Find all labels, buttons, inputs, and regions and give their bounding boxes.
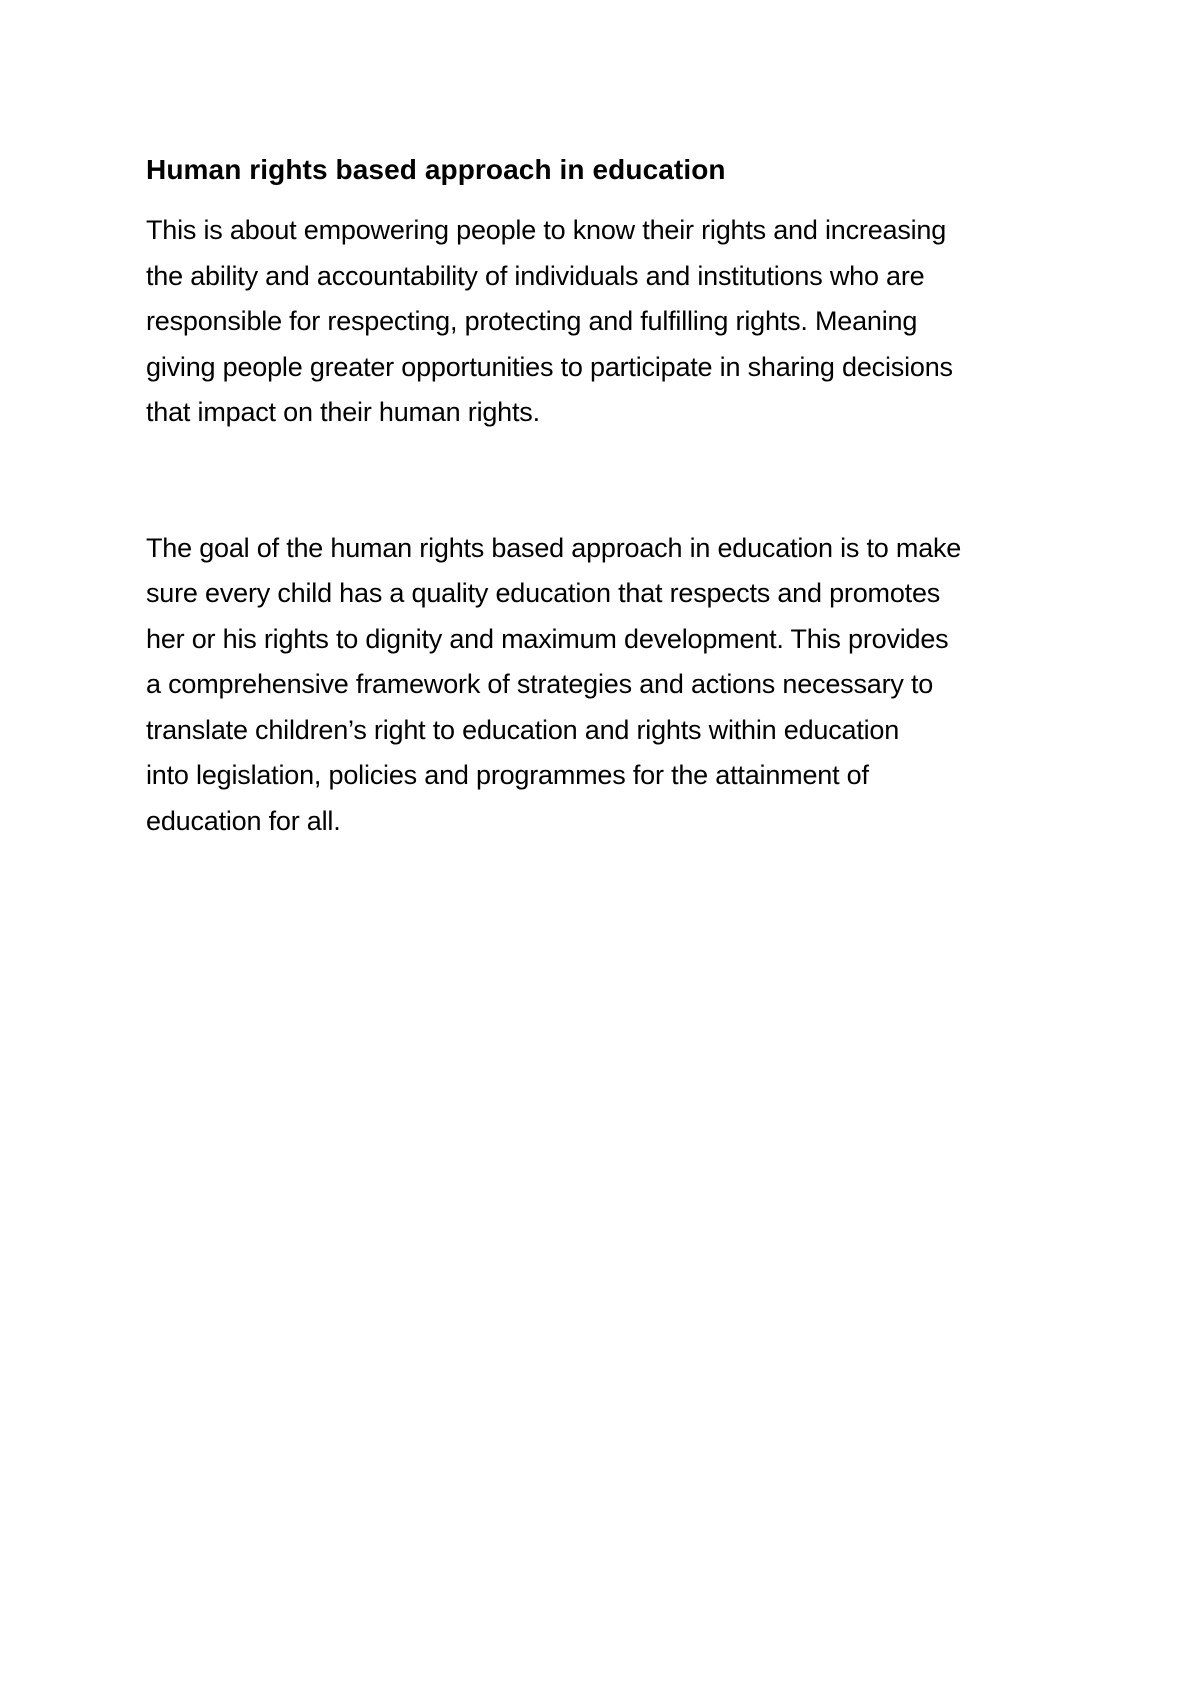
paragraph-1-line: that impact on their human rights. [146,397,540,427]
paragraph-spacing [146,436,1086,526]
document-title: Human rights based approach in education [146,154,726,185]
paragraph-2-line: her or his rights to dignity and maximum development. This provides [146,623,949,654]
paragraph-2-line: sure every child has a quality education that respects and promotes [146,578,941,608]
paragraph-2-line: translate children’s right to education and rights within education [146,714,900,745]
paragraph-1 [146,208,1086,436]
paragraph-2-line: The goal of the human rights based approach in education is to make [146,532,962,563]
document-body [146,150,1086,844]
paragraph-2 [146,526,1086,845]
paragraph-2-line: a comprehensive framework of strategies and actions necessary to [146,669,934,699]
paragraph-1-line: responsible for respecting, protecting and fulfilling rights. Meaning [146,306,918,336]
paragraph-2-line: into legislation, policies and programmes for the attainment of [146,760,869,790]
paragraph-1-line: This is about empowering people to know their rights and increasing [146,215,947,245]
paragraph-1-line: the ability and accountability of individuals and institutions who are [146,260,925,291]
paragraph-1-line: giving people greater opportunities to participate in sharing decisions [146,351,953,382]
paragraph-2-line: education for all. [146,805,341,836]
